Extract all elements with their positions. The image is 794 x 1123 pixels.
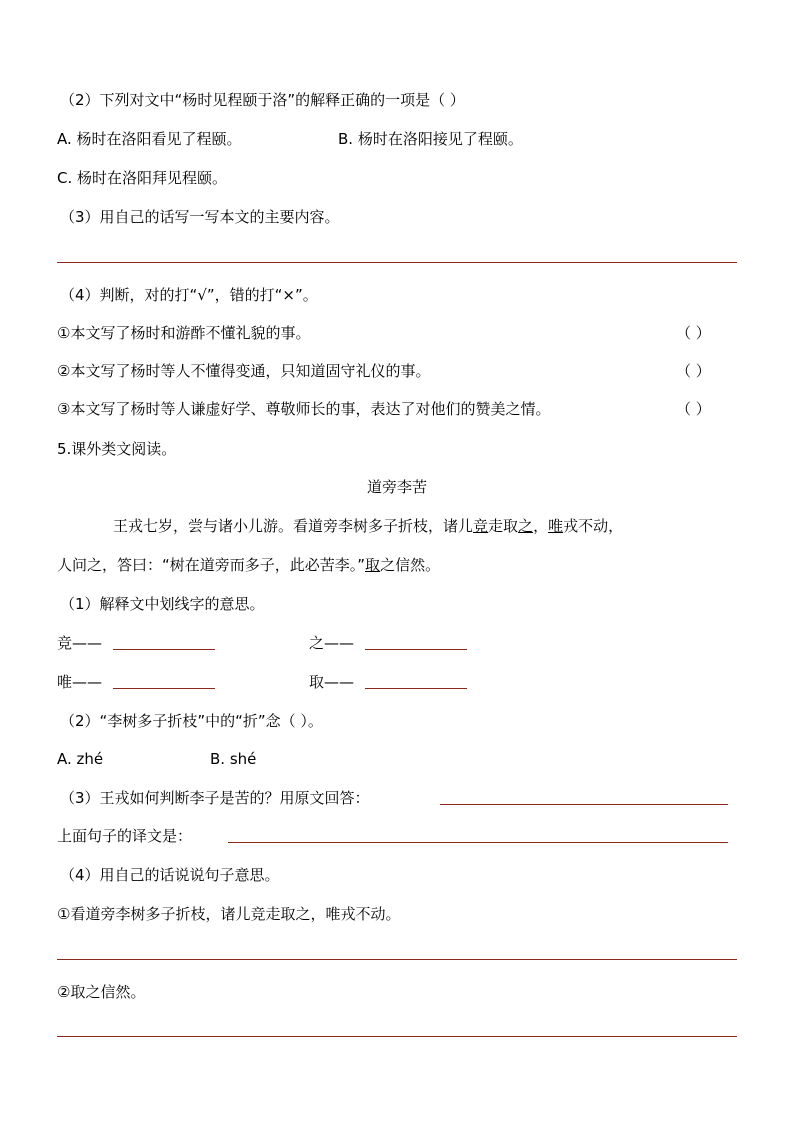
section-5-heading: 5.课外类文阅读。: [57, 440, 177, 458]
s2-option-b[interactable]: B. shé: [210, 750, 257, 768]
s1-wei-blank[interactable]: [113, 672, 215, 689]
s4-item-1: ①看道旁李树多子折枝，诸儿竞走取之，唯戎不动。: [57, 905, 401, 923]
passage-line-1: 王戎七岁，尝与诸小儿游。看道旁李树多子折枝，诸儿竞走取之，唯戎不动，: [113, 517, 624, 535]
s3-translation-label: 上面句子的译文是：: [57, 827, 193, 845]
q2-stem: （2）下列对文中“杨时见程颐于洛”的解释正确的一项是（ ）: [60, 91, 465, 109]
s4-item-2: ②取之信然。: [57, 983, 146, 1001]
s4-item-1-answer-line[interactable]: [57, 959, 737, 960]
s3-answer-blank[interactable]: [440, 788, 728, 805]
s4-stem: （4）用自己的话说说句子意思。: [60, 866, 280, 884]
underlined-char-wei: 唯: [548, 517, 564, 535]
q4-stem: （4）判断，对的打“√”，错的打“×”。: [60, 286, 318, 304]
s1-qu-blank[interactable]: [365, 672, 467, 689]
q4-item-1: ①本文写了杨时和游酢不懂礼貌的事。: [57, 324, 311, 342]
s1-zhi-blank[interactable]: [365, 633, 467, 650]
q4-item-3: ③本文写了杨时等人谦虚好学、尊敬师长的事，表达了对他们的赞美之情。: [57, 400, 551, 418]
s4-item-2-answer-line[interactable]: [57, 1036, 737, 1037]
q3-stem: （3）用自己的话写一写本文的主要内容。: [60, 208, 340, 226]
s2-stem: （2）“李树多子折枝”中的“折”念（ ）。: [60, 712, 323, 730]
underlined-char-jing: 竞: [473, 517, 489, 535]
s3-translation-blank[interactable]: [228, 826, 728, 843]
q2-option-a[interactable]: A. 杨时在洛阳看见了程颐。: [57, 130, 242, 148]
s1-qu-label: 取——: [309, 673, 355, 691]
q4-answer-paren-3[interactable]: （ ）: [676, 400, 711, 418]
q4-answer-paren-1[interactable]: （ ）: [676, 324, 711, 342]
s1-stem: （1）解释文中划线字的意思。: [60, 595, 265, 613]
q3-answer-line[interactable]: [57, 262, 737, 263]
s3-stem: （3）王戎如何判断李子是苦的？用原文回答：: [60, 789, 370, 807]
passage-title: 道旁李苦: [366, 478, 427, 496]
s1-jing-label: 竞——: [57, 634, 103, 652]
q2-option-c[interactable]: C. 杨时在洛阳拜见程颐。: [57, 169, 228, 187]
s1-wei-label: 唯——: [57, 673, 103, 691]
s1-jing-blank[interactable]: [113, 633, 215, 650]
q4-answer-paren-2[interactable]: （ ）: [676, 362, 711, 380]
passage-line-2: 人问之，答曰：“树在道旁而多子，此必苦李。”取之信然。: [57, 556, 441, 574]
underlined-char-qu: 取: [365, 556, 381, 574]
q2-option-b[interactable]: B. 杨时在洛阳接见了程颐。: [338, 130, 523, 148]
q4-item-2: ②本文写了杨时等人不懂得变通，只知道固守礼仪的事。: [57, 362, 431, 380]
s2-option-a[interactable]: A. zhé: [57, 750, 104, 768]
underlined-char-zhi: 之: [518, 517, 534, 535]
s1-zhi-label: 之——: [309, 634, 355, 652]
